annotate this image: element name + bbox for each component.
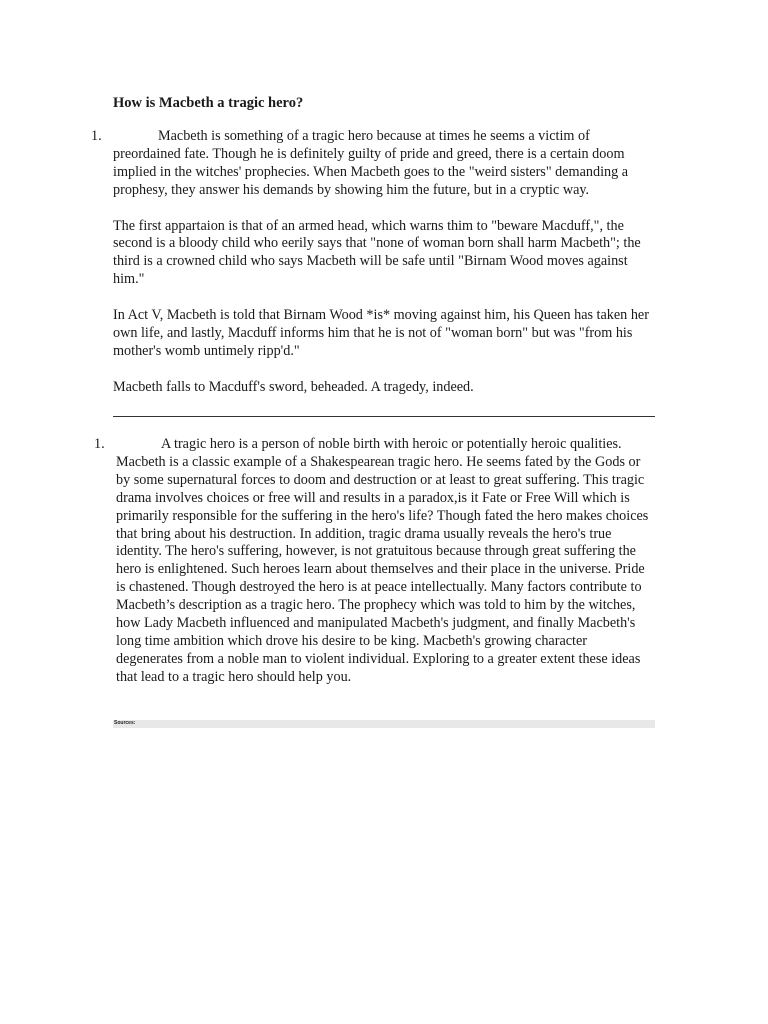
answer-number: 1.: [91, 128, 102, 144]
sources-label: Sources:: [114, 720, 136, 726]
answer-paragraph: A tragic hero is a person of noble birth with heroic or potentially heroic qualities. Macbeth is a classic example of a Shakespearean tragic hero. He seems fated by the Gods or by some supernatural forces to doom and destruction or at least to great suffering. This tragic drama involves choices or free will and results in a paradox,is it Fate or Free Will which is primarily responsible for the suffering in the hero's life? Though fated the hero makes choices that bring about his destruction. In addition, tragic drama usually reveals the hero's true identity. The hero's suffering, however, is not gratuitous because through great suffering the hero is enlightened. Such heroes learn about themselves and their place in the universe. Pride is chastened. Though destroyed the hero is at peace intellectually. Many factors contribute to Macbeth’s description as a tragic hero. The prophecy which was told to him by the witches, how Lady Macbeth influenced and manipulated Macbeth's judgment, and finally Macbeth's long time ambition which drove his desire to be king. Macbeth's growing character degenerates from a noble man to violent individual. Exploring to a greater extent these ideas that lead to a tragic hero should help you.: [116, 436, 649, 685]
answer-block: [94, 436, 656, 687]
answer-number: 1.: [94, 436, 105, 452]
answer-block: [91, 128, 655, 397]
answer-paragraph: The first appartaion is that of an armed head, which warns thim to "beware Macduff,", the second is a bloody child who eerily says that "none of woman born shall harm Macbeth"; the third is a crowned child who says Macbeth will be safe until "Birnam Wood moves against him.": [113, 217, 641, 288]
question-title: How is Macbeth a tragic hero?: [113, 95, 304, 111]
answer-paragraph: In Act V, Macbeth is told that Birnam Wood *is* moving against him, his Queen has taken her own life, and lastly, Macduff informs him that he is not of "woman born" but was "from his mother's womb untimely ripp'd.": [113, 307, 649, 359]
answer-paragraph: Macbeth is something of a tragic hero because at times he seems a victim of preordained fate. Though he is definitely guilty of pride and greed, there is a certain doom implied in the witches' prophecies. When Macbeth goes to the "weird sisters" demanding a prophesy, they answer his demands by showing him the future, but in a cryptic way.: [113, 128, 629, 198]
answer-divider: [113, 416, 655, 417]
sources-bar: [113, 720, 655, 728]
answer-paragraph: Macbeth falls to Macduff's sword, beheaded. A tragedy, indeed.: [113, 378, 474, 395]
